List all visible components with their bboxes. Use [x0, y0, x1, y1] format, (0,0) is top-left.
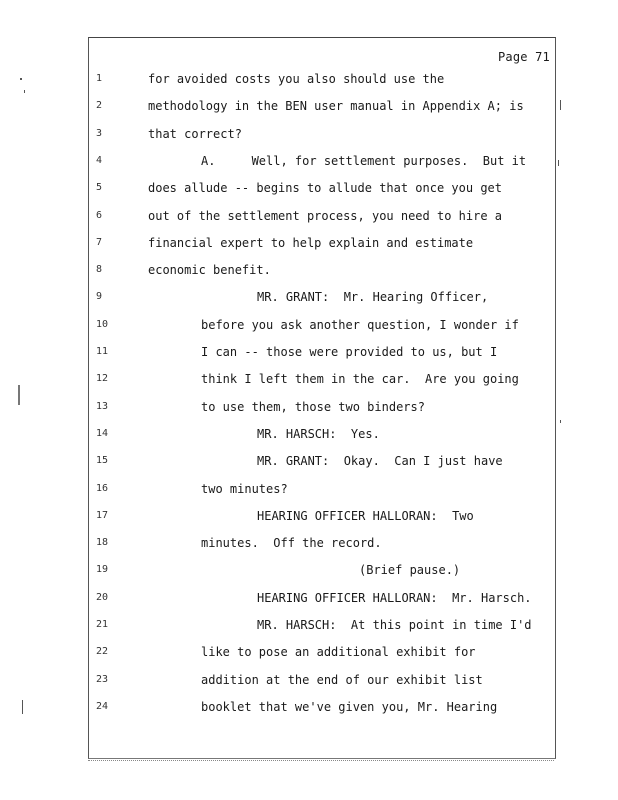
transcript-line — [0, 208, 618, 224]
line-text: two minutes? — [201, 481, 288, 496]
line-number: 15 — [96, 455, 109, 467]
line-text: methodology in the BEN user manual in Appendix A; is — [148, 99, 524, 114]
line-text: out of the settlement process, you need to hire a — [148, 208, 503, 223]
line-number: 22 — [96, 646, 109, 658]
line-text: HEARING OFFICER HALLORAN: Mr. Harsch. — [257, 590, 532, 605]
line-text: (Brief pause.) — [359, 563, 461, 578]
line-number: 4 — [96, 154, 103, 166]
line-text: think I left them in the car. Are you going — [201, 372, 519, 387]
line-number: 3 — [96, 127, 103, 139]
scan-speck — [560, 100, 561, 110]
transcript-line — [0, 399, 618, 415]
line-text: before you ask another question, I wonder if — [201, 317, 519, 332]
line-number: 23 — [96, 673, 109, 685]
scan-speck — [18, 385, 20, 405]
line-text: I can -- those were provided to us, but I — [201, 345, 498, 359]
transcript-line — [0, 371, 618, 387]
transcript-line — [0, 644, 618, 660]
line-text: to use them, those two binders? — [201, 399, 425, 414]
transcript-line — [0, 426, 618, 442]
line-text: for avoided costs you also should use the — [148, 72, 445, 86]
line-number: 9 — [96, 291, 103, 303]
transcript-line — [0, 289, 618, 305]
transcript-line — [0, 126, 618, 142]
transcript-line — [0, 98, 618, 114]
transcript-line — [0, 508, 618, 524]
transcript-line — [0, 71, 618, 87]
line-text: MR. GRANT: Mr. Hearing Officer, — [257, 290, 489, 305]
line-number: 2 — [96, 100, 103, 112]
transcript-line — [0, 453, 618, 469]
transcript-line — [0, 535, 618, 551]
transcript-line — [0, 590, 618, 606]
line-number: 8 — [96, 264, 103, 276]
transcript-line — [0, 180, 618, 196]
line-number: 12 — [96, 373, 109, 385]
line-number: 13 — [96, 400, 109, 412]
scan-speck — [558, 160, 559, 166]
line-number: 6 — [96, 209, 103, 221]
transcript-line — [0, 617, 618, 633]
bottom-rule — [88, 760, 554, 761]
scan-speck — [560, 420, 561, 423]
line-text: like to pose an additional exhibit for — [201, 645, 476, 660]
line-number: 24 — [96, 700, 109, 712]
line-number: 1 — [96, 73, 103, 84]
transcript-line — [0, 262, 618, 278]
line-number: 5 — [96, 182, 103, 194]
line-text: addition at the end of our exhibit list — [201, 672, 483, 687]
line-text: that correct? — [148, 126, 242, 141]
line-number: 19 — [96, 564, 109, 576]
line-text: does allude -- begins to allude that once you get — [148, 181, 503, 196]
scan-speck — [24, 90, 25, 93]
transcript-line — [0, 235, 618, 251]
line-text: economic benefit. — [148, 263, 271, 278]
page-number: Page 71 — [498, 50, 550, 64]
line-text: HEARING OFFICER HALLORAN: Two — [257, 508, 474, 523]
line-number: 20 — [96, 591, 109, 603]
transcript-line — [0, 317, 618, 333]
line-number: 14 — [96, 427, 109, 439]
transcript-line — [0, 562, 618, 578]
line-text: MR. HARSCH: Yes. — [257, 426, 380, 441]
line-number: 18 — [96, 537, 109, 549]
line-text: MR. HARSCH: At this point in time I'd — [257, 618, 532, 632]
line-number: 21 — [96, 619, 109, 630]
line-number: 16 — [96, 482, 109, 494]
transcript-line — [0, 481, 618, 497]
line-text: MR. GRANT: Okay. Can I just have — [257, 454, 503, 469]
line-number: 17 — [96, 509, 109, 521]
line-text: financial expert to help explain and estimate — [148, 235, 474, 250]
line-number: 11 — [96, 346, 109, 357]
transcript-line — [0, 672, 618, 688]
line-number: 7 — [96, 236, 103, 248]
scan-speck — [20, 78, 22, 80]
line-number: 10 — [96, 318, 109, 330]
scan-speck — [22, 700, 23, 714]
transcript-line — [0, 153, 618, 169]
transcript-line — [0, 699, 618, 715]
line-text: minutes. Off the record. — [201, 536, 382, 551]
transcript-line — [0, 344, 618, 360]
line-text: A. Well, for settlement purposes. But it — [201, 153, 527, 168]
line-text: booklet that we've given you, Mr. Hearing — [201, 699, 498, 714]
